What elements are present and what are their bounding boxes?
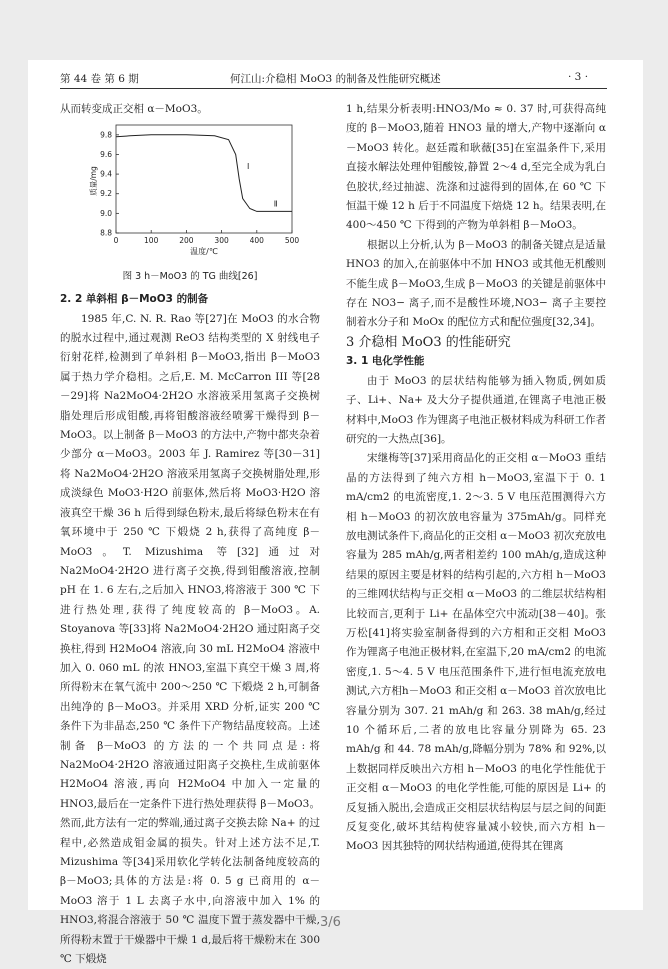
figure-3 (60, 121, 320, 286)
header-running-title: 何江山:介稳相 MoO3 的制备及性能研究概述 (230, 73, 441, 85)
paragraph-electrochem-results: 宋继梅等[37]采用商品化的正交相 α－MoO3 重结晶的方法得到了纯六方相 h－MoO3,室温下于 0. 1 mA/cm2 的电流密度,1. 2～3. 5 V 电压范围测得六方相 h－MoO3 的初次放电容量为 375mAh/g。同样充放电测试条件下,商品化的正交相 α－MoO3 初次充放电容量为 285 mAh/g,两者相差约 100 mAh/g,造成这种结果的原因主要是材料的结构引起的,六方相 h－MoO3 的三维网状结构与正交相 α－MoO3 的二维层状结构相比较而言,更利于 Li+ 在晶体空穴中流动[38－40]。张万松[41]将实验室制备得到的六方相和正交相 MoO3 作为锂离子电池正极材料,在室温下,20 mA/cm2 的电流密度,1. 5～4. 5 V 电压范围条件下,进行恒电流充放电测试,六方相h－MoO3 和正交相 α－MoO3 首次放电比容量分别为 307. 21 mAh/g 和 263. 38 mAh/g,经过 10 个循环后,二者的放电比容量分别降为 65. 23 mAh/g 和 44. 78 mAh/g,降幅分别为 78% 和 92%,以上数据同样反映出六方相 h－MoO3 的电化学性能优于正交相 α－MoO3 的电化学性能,可能的原因是 Li+ 的反复插入脱出,会造成正交相层状结构层与层之间的间距反复变化,破坏其结构使容量减小较快,而六方相 h－MoO3 因其独特的网状结构通道,使得其在锂离 (346, 452, 606, 853)
plot-frame (116, 125, 292, 233)
x-axis-label: 温度/℃ (190, 247, 218, 257)
paragraph-summary: 根据以上分析,认为 β－MoO3 的制备关键点是适量 HNO3 的加入,在前驱体中不加 HNO3 或其他无机酸则不能生成 β－MoO3,生成 β－MoO3 的关键是前驱体中存在 NO3− 离子,而不是酸性环境,NO3− 离子主要控制着水分子和 MoOx 的配位方式和配位强度[32,34]。 (346, 238, 606, 329)
x-tick-label: 0 (113, 236, 119, 246)
header-page-number: · 3 · (568, 71, 589, 83)
paragraph-beta-moo3-methods: 1985 年,C. N. R. Rao 等[27]在 MoO3 的水合物的脱水过程中,通过观测 ReO3 结构类型的 X 射线电子衍射花样,检测到了单斜相 β－MoO3,指出 β－MoO3 属于热力学介稳相。之后,E. M. McCarron III 等[28－29]将 Na2MoO4·2H2O 水溶液采用氢离子交换树脂处理后形成钼酸,再将钼酸溶液经喷雾干燥得到 β－MoO3。以上制备 β－MoO3 的方法中,产物中都夹杂着少部分 α－MoO3。2003 年 J. Ramirez 等[30－31]将 Na2MoO4·2H2O 溶液采用氢离子交换树脂处理,形成淡绿色 MoO3·H2O 前驱体,然后将 MoO3·H2O 溶液真空干燥 36 h 后得到绿色粉末,最后将绿色粉末在有氧环境中于 250 ℃ 下煅烧 2 h,获得了高纯度 β－MoO3。T. Mizushima 等[32]通过对 Na2MoO4·2H2O 进行离子交换,得到钼酸溶液,控制 pH 在 1. 6 左右,之后加入 HNO3,将溶液于 300 ℃ 下进行热处理,获得了纯度较高的 β－MoO3。A. Stoyanova 等[33]将 Na2MoO4·2H2O 通过阳离子交换柱,得到 H2MoO4 溶液,向 30 mL H2MoO4 溶液中加入 0. 060 mL 的浓 HNO3,室温下真空干燥 3 周,将所得粉末在氧气流中 200～250 ℃ 下煅烧 2 h,可制备出纯净的 β－MoO3。并采用 XRD 分析,证实 200 ℃ 条件下为非晶态,250 ℃ 条件下产物结晶度较高。上述制备 β－MoO3 的方法的一个共同点是:将 Na2MoO4·2H2O 溶液通过阳离子交换柱,生成前驱体 H2MoO4 溶液,再向 H2MoO4 中加入一定量的 HNO3,最后在一定条件下进行热处理获得 β－MoO3。然而,此方法有一定的弊端,通过离子交换去除 Na+ 的过程中,必然造成钼金属的损失。针对上述方法不足,T. Mizushima 等[34]采用软化学转化法制备纯度较高的 β－MoO3;具体的方法是:将 0. 5 g 已商用的 α－MoO3 溶于 1 L 去离子水中,向溶液中加入 1% 的 HNO3,将混合溶液于 50 ℃ 温度下置于蒸发器中干燥,所得粉末置于干燥器中干燥 1 d,最后将干燥粉末在 300 ℃ 下煅烧 (60, 312, 320, 966)
intro-text: 从而转变成正交相 α－MoO3。 (60, 103, 208, 115)
x-tick-label: 200 (179, 236, 194, 246)
header-rule (60, 88, 607, 89)
paragraph-continued: 1 h,结果分析表明:HNO3/Mo ≈ 0. 37 时,可获得高纯度的 β－MoO3,随着 HNO3 量的增大,产物中逐渐向 α－MoO3 转化。赵廷霞和耿薇[35]在室温条件下,采用直接水解法处理仲钼酸铵,静置 2～4 d,至完全成为乳白色胶状,经过抽滤、洗涤和过滤得到的固体,在 60 ℃ 下恒温干燥 12 h 后于不同温度下焙烧 12 h。结果表明,在 400～450 ℃ 下得到的产物为单斜相 β－MoO3。 (346, 103, 606, 232)
annotation-phase-2: Ⅱ (273, 199, 278, 209)
y-tick-label: 8.8 (100, 228, 112, 238)
right-column (346, 100, 606, 857)
x-tick-label: 300 (214, 236, 229, 246)
x-tick-label: 400 (249, 236, 264, 246)
header-volume-issue: 第 44 卷 第 6 期 (60, 73, 139, 85)
tg-curve-line (116, 135, 292, 212)
y-tick-label: 9.4 (100, 169, 112, 179)
section-3-1-heading: 3. 1 电化学性能 (346, 355, 425, 368)
viewer-page-indicator: 3/6 (320, 915, 341, 930)
x-tick-label: 100 (144, 236, 159, 246)
x-tick-label: 500 (284, 236, 300, 246)
y-tick-label: 9.8 (100, 130, 112, 140)
figure-3-caption: 图 3 h－MoO3 的 TG 曲线[26] (122, 270, 258, 282)
section-3-heading: 3 介稳相 MoO3 的性能研究 (346, 334, 511, 350)
y-tick-label: 9.6 (100, 150, 112, 160)
left-column (60, 100, 320, 969)
annotation-phase-1: Ⅰ (246, 162, 250, 172)
section-2-2-heading: 2. 2 单斜相 β－MoO3 的制备 (60, 293, 209, 306)
viewer-toolbar-area (0, 0, 668, 60)
paragraph-electrochem-intro: 由于 MoO3 的层状结构能够为插入物质,例如质子、Li+、Na+ 及大分子提供通道,在锂离子电池正极材料中,MoO3 作为锂离子电池正极材料成为科研工作者研究的一大热点[36]。 (346, 374, 606, 445)
y-axis-label: 质量/mg (89, 166, 98, 197)
tg-chart (60, 121, 320, 257)
x-ticks (114, 230, 300, 245)
y-tick-label: 9.0 (100, 209, 112, 219)
y-tick-label: 9.2 (100, 189, 112, 199)
